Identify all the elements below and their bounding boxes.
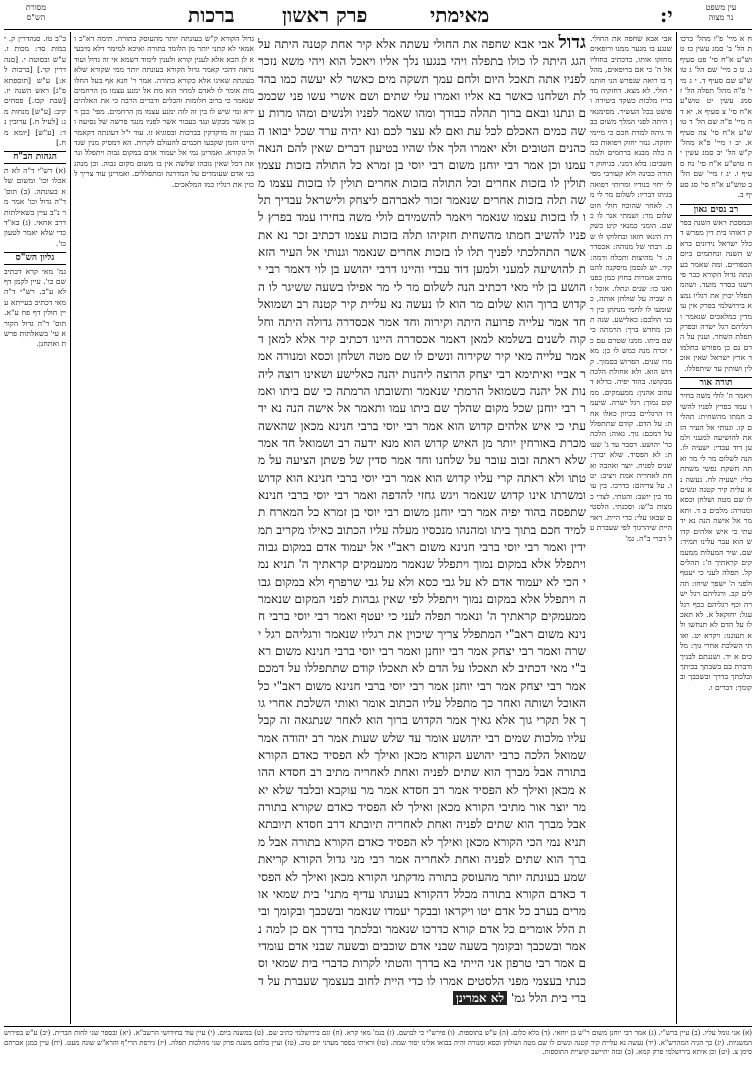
tosafot-text: גדול הקורא ק"ש בעונתה יותר מהעוסק בתורה. תימה דא"כ ואמאי לא קתני יותר מן הלומד בתורה ואיכא למימר דלא מיבעיא לן הכא אלא לענין קורא ולענין לימוד דשמא אי זה גדול ועוד נראה דהכי קאמר גדול הקורא בעונתה יותר ממי שקורא שלא בעונתה שאינו אלא כקורא בתורה. אמר ר' חנא אף בעל החלומות אומר לו לאדם למחר הוא מת אל ימנע עצמו מן הרחמים שנאמר כי ברוב חלומות והבלים ודברים הרבה כי את האלהים ירא ומי שיש לו בין זה לזה ימנע עצמו מן הרחמים. מפי' כבן רבן אשר מבקש ונגד בעבור אשר לפניו מנגד פרשה של נסיעה ובענין זה מדקדקין בברכות ובסוגיא זו. עוד י"ל דעונתה דקאמר היינו הזמן שקבעו חכמים להעולם לקרות. הא דמסיק מנין שגדול הקורא. ואמרינן נמי אל יעמוד אדם במקום גבוה ויתפלל ונראה דכל שאין גובהו שלשה אין בו משום מקום גבוה. וכן מנהג בני אדם שעומדים על המדרגה ומתפללים. ואמרינן עוד צריך לכוין את רגליו כמו המלאכים. — [74, 34, 254, 189]
rav-nissim-heading: רב נסים גאון — [680, 204, 752, 216]
footnotes — [4, 1029, 752, 1063]
chapter-name: מאימתי — [430, 3, 490, 27]
mesoret-header-label: מסורת הש"ס — [25, 3, 47, 22]
header-rule — [4, 29, 752, 30]
torah-or-text: ויאמר ה' לולי משה בחירו עמד בפרץ לפניו להשיב חמתו מהשחית: תהלים קו. וגנותי אל העיר הזאת להושיעה למעני ולמען דוד עבדי: ישעיה לז. הנה לשלום מר לי מר ואתה חשקת נפשי משחת בלי: ישעיה לח. נעשה נא עלית קיר קטנה ונשים לו שם מטה ושלחן וכסא ומנורה: מלכים ב ד. ותאמר אל אישה הנה נא ידעתי כי איש אלהים קדוש הוא עבר עלינו תמיד: שם. שיר המעלות ממעמקים קראתיך ה': תהלים קל. תפלה לעני כי יעטף ולפני ה' ישפך שיחו: תהלים קב. ורגליהם רגל ישרה וכף רגליהם ככף רגל עגל: יחזקאל א. לא תאכלו על הדם לא תנחשו ולא תעוננו: ויקרא יט. ואותי השלכת אחרי גוך: מלכים א יד. ושננתם לבניך ודברת בם בשבתך בביתך ובלכתך בדרך ובשכבך ובקומך: דברים ו. — [680, 391, 752, 692]
page-number: י: — [660, 3, 673, 27]
right-margin-column — [680, 34, 752, 1024]
mesoret-text: ב"ב טז. סנהדרין ק. יבמות סד: מכות ז. ע"ש ובסוטה י. [סנהדרין קד.] [ברכות לא:] ע"ש [תוספתא פ"ג] ראש השנה יז. [שבת קכז.] פסחים קיב: [ע"ש] מנחות מג: [לעיל ח.] ערובין נד: [ע"ש] [יומא מח.] — [4, 34, 66, 148]
gilyon-text: גמ' מאי קרא דכתיב שם כו'. עיין לקמן דף לא ע"ב. רש"י ד"ה מאי דכתיב בעייתא עיין חולין דף פח ע"א. תוס' ד"ה גדול הקורא עי' בשאלתות פרשת ואתחנן. — [4, 266, 66, 349]
opening-word: גדול — [558, 34, 586, 53]
footnotes-text: (א) אני גומל עליו. (ב) עיין ברש"י. (ג) אמר רבי יוחנן משום ר"ש בן יוחאי. (ד) בלא כלום. (ה) ע"ש בתוספות. (ו) פירש"י כי לבושם. (ז) בגמ' מאי קרא. (ח) וגם בירושלמי כתיב שם. (ט) במשנה ביום. (י) עיין עוד בחידושי הרשב"א. (יא) ובספר שני לחות הברית. (יב) ע"ש בפירוש המשניות. (יג) כך הגיה המהרש"א. (יד) נעשה נא עליית קיר קטנה ונשים לו שם מטה ושולחן וכסא ומנורה והיה בבואו אלינו יסור שמה. (טו) וראיתי בספר מעדני יום טוב. (טז) ועיין בלחם משנה פרק שני מהלכות תפלה. (יז) גירסת הרי"ף והרא"ש שונה מעט. (יח) עיין במגן אברהם סימן צ. (יט) וכן איתא בירושלמי פרק קמא. (כ) ובזה יתיישב קושיית התוספות. — [4, 1029, 752, 1057]
chapter-title: פרק ראשון — [282, 3, 368, 27]
left-margin-column — [4, 34, 66, 1024]
ein-mishpat-text: ח א מיי' פ"ו מהל' ברכות הל' ב' סמג עשין כז טוש"ע א"ח סי' פט סעיף ג. ט ב מיי' שם הל' ג טוש"ע שם סעיף ד. י ג מיי' פ"ה מהל' תפלה הל' ז סמג עשין יט טוש"ע א"ח סי' צ סעיף א. יא ד ה מיי' פ"ה שם הל' ד טוש"ע א"ח סי' צה סעיף א. יב ו מיי' פ"א מהל' ק"ש הל' יב סמג עשין יח טוש"ע א"ח סי' נח סעיף ו. יג ז מיי' שם הל' ב טוש"ע א"ח סי' סג סעיף ב. — [680, 34, 752, 200]
page-header — [0, 2, 756, 28]
left-divider — [70, 32, 71, 1024]
hagahot-heading: הגהות הב"ח — [4, 151, 66, 163]
torah-or-heading: תורה אור — [680, 377, 752, 389]
tosafot-commentary — [74, 34, 254, 680]
gilyon-heading: גליון הש"ס — [4, 252, 66, 264]
rashi-commentary — [590, 34, 672, 680]
gemara-marker: לא אמרינן — [453, 991, 507, 1005]
rav-nissim-text: ובמסכת ראש השנה בפרק ראוהו בית דין מפרש דכלל ישראל נידונים בראש השנה ונחתמים ביום הכפורים. ומה שאמר בעונתה גדול הקורא כבר פירשנו בסדר מועד. ושהמתפלל יכוין את רגליו נמצא בירושלמי בפרק אין עומדין כמלאכים שנאמר ורגליהם רגל ישרה ובפרק תפלת השחר. וענין על הדם גם כן מפורש בתלמוד ארץ ישראל שאין אוכלין ושותין עד שיתפללו. — [680, 217, 752, 373]
gemara-main-text — [258, 34, 586, 1024]
rashi-text: אבי אבא שחפה את החולי. שנגע בו מגער ממנו ורופאים מחזקו אותו, כדכתיב בחוליו אל ה' כי אם ברופאים, מהלך בו רואה שנפרש הני חותמי חולי. לא מצא. דחזקיה מדבריו מלכות כשקד ביטירה ופושט בכל העשיר. מסימנאין היתה לפני המלך משום כבוד גיהה למדת חכם כי מיימי יחזקה. גנזר יחזק רפואות כמה כלה מבנא ברחמים ולמה חשבים: בלא דמני. בגיחוק דתורה כבינה ולא קעורבי מסילי יחוי כנודיו ומרותי רפואה בגיתו דבריו: לשלום מר לי מר. לאחר שהוכח חולי חוט שלום מר: ושמתי אגר לו כשם. הומני כמנאי קיט כשקרה הינאו חזאו ובחלוקו לו שם. רבתי של מנוהה: אכסדרה. ד' מהיצות ותכלה ודמה: קיר. יש לנסמן מיסקנה להט מודוב אמרות בחוץ כמן כפנו ואנו כו: שנים ונתלו. אוכל זה שביה על שולחן אותה, כשומעו לו לחמי מנחתן כין רבני הולכם: כאלישע. שנה תוכן מחדש ברך: הרמתה כי שם ביתו. ממנו שטרם עם כי זכרה מנה כמש לו כן: מאמרו שנים. הפרוש בסמוך. קדוש הוא. ולא אחולת הלכה מבקושו. בהוד יפיה. כדלא דעהוב אהנין: ממעמקים. ממקום נמוך: רגל ישרה. שיעמדו הרגליים בכיוון כאלו אחת: על הדם. קודם שתתפלל על דמכם: גוך. גאוה: הלכה כר' יהושע. דסבר עד ג' שעות: לא הפסיד. שלא יברך: שנים לפניה. יוצר ואהבה ואחת לאחריה אמת ויציב: יטו. על צדיהם: כדרכו. בין עומד בין יושב: והטתי. לצדי כמצות ב"ש: וסכנתי. הלסטים שבאו עלי: כדי היית. ראוי היית שיהרגוך לפי שעברת על דברי ב"ה. גמ' — [590, 34, 672, 543]
tractate-title: ברכות — [188, 3, 235, 27]
right-divider — [676, 32, 677, 1024]
hagahot-text: (א) רש"י ד"ה לא תאכלו וכו' ומשום שלא בעונתה. (ב) תוס' ד"ה גדול וכו' אמר מר נ"ב עיין בשאילתות דרב אחאי. (ג) בא"ד כדי שלא יאמר לטעון כו'. — [4, 165, 66, 248]
ein-mishpat-header-label: עין משפט נר מצוה — [705, 3, 737, 22]
footnote-rule — [4, 1026, 752, 1027]
gemara-body: אבי אבא שחפה את החולי עשתה אלא קיר אחת קטנה היתה על הגג היתה לו כולו בתפלה ויהי בנגעו נלך אליו ויאכל הוא ויהי משא נזכר לפניו אתה תאכל היום ולחם עמך תשקה מים כאשר לא יעשה כמו בהדלת ושלחנו כאשר בא אליו ואמרו עלי שתים ושם אשרי עשו פני שכמכם ונתנו ובאם ברוך תהלה כבודך ומהו שאמר לפניו ולנשים ומהו מרות עשה כמים האכלם לכל עת ואם לא עצר לכם ונא יהיה ערד שכל יבואו הכהנים הטובים ולא יאמרו הלך אלו שהיו בטיעון דברים שאין להם הנאה עמנו וכן אמר רבי יוחנן משום רבי יוסי בן זמרא כל התולה בזכות עצמו תולין לו בזכות אחרים וכל התולה בזכות אחרים תולין לו בזכות עצמו משה תלה בזכות אחרים שנאמר זכור לאברהם ליצחק ולישראל עבדיך תלו לו בזכות עצמו שנאמר ויאמר להשמידם לולי משה בחירו עמד בפרץ לפניו להשיב חמתו מהשחית חזקיהו תלה בזכות עצמו דכתיב זכר נא את אשר התהלכתי לפניך תלו לו בזכות אחרים שנאמר וגנותי אל העיר הזאת להושיעה למעני ולמען דוד עבדי והיינו דרבי יהושע בן לוי דאמר רבי יהושע בן לוי מאי דכתיב הנה לשלום מר לי מר אפילו בשעה ששיגר לו הקדוש ברוך הוא שלום מר הוא לו נעשה נא עליית קיר קטנה רב ושמואל חד אמר עלייה פרועה היתה וקירוה וחד אמר אכסדרה גדולה היתה וחלקוה לשנים בשלמא למאן דאמר אכסדרה היינו דכתיב קיר אלא למאן דאמר עלייה מאי קיר שקירוה ונשים לו שם מטה ושלחן וכסא ומנורה אמר אביי ואיתימא רבי יצחק הרוצה ליהנות יהנה כאלישע ושאינו רוצה ליהנות אל יהנה כשמואל הרמתי שנאמר ותשובתו הרמתה כי שם ביתו ואמר רבי יוחנן שכל מקום שהלך שם ביתו עמו ותאמר אל אישה הנה נא ידעתי כי איש אלהים קדוש הוא אמר רבי יוסי ברבי חנינא מכאן שהאשה מכרת באורחין יותר מן האיש קדוש הוא מנא ידעה רב ושמואל חד אמר שלא ראתה זבוב עובר על שלחנו וחד אמר סדין של פשתן הציעה על מטתו ולא ראתה קרי עליו קדוש הוא אמר רבי יוסי ברבי חנינא הוא קדוש ומשרתו אינו קדוש שנאמר ויגש גחזי להדפה ואמר רבי יוסי ברבי חנינא שתפסה בהוד יפיה אמר רבי יוחנן משום רבי יוסי בן זמרא כל המארח תלמיד חכם בתוך ביתו ומהנהו מנכסיו מעלה עליו הכתוב כאילו מקריב תמידין ואמר רבי יוסי ברבי חנינא משום ראב"י אל יעמוד אדם במקום גבוה ויתפלל אלא במקום נמוך ויתפלל שנאמר ממעמקים קראתיך ה' תניא נמי הכי לא יעמוד אדם לא על גבי כסא ולא על גבי שרפרף ולא במקום גבוה ויתפלל אלא במקום נמוך ויתפלל לפי שאין גבהות לפני המקום שנאמר ממעמקים קראתיך ה' ונאמר תפלה לעני כי יעטף ואמר רבי יוסי ברבי חנינא משום ראב"י המתפלל צריך שיכוין את רגליו שנאמר ורגליהם רגל ישרה ואמר רבי יצחק אמר רבי יוחנן ואמר רבי יוסי ברבי חנינא משום ראב"י מאי דכתיב לא תאכלו על הדם לא תאכלו קודם שתתפללו על דמכם אמר רבי יצחק אמר רבי יוחנן אמר רבי יוסי ברבי חנינא משום ראב"י כל האוכל ושותה ואחר כך מתפלל עליו הכתוב אומר ואותי השלכת אחרי גוך אל תקרי גוך אלא גאיך אמר הקדוש ברוך הוא לאחר שנתגאה זה קבל עליו מלכות שמים רבי יהושע אומר עד שלש שעות אמר רב יהודה אמר שמואל הלכה כרבי יהושע הקורא מכאן ואילך לא הפסיד כאדם הקורא בתורה אבל מברך הוא שתים לפניה ואחת לאחריה מתיב רב חסדא ההוא מכאן ואילך לא הפסיד אמר רב חסדא אמר מר עוקבא ובלבד שלא יאמר יוצר אור מתיבי הקורא מכאן ואילך לא הפסיד כאדם שקורא בתורה אבל מברך הוא שתים לפניה ואחת לאחריה תיובתא דרב חסדא תיובתא תניא נמי הכי הקורא מכאן ואילך לא הפסיד כאדם הקורא בתורה אבל מברך הוא שתים לפניה ואחת לאחריה אמר רבי מני גדול הקורא קריאת שמע בעונתה יותר מהעוסק בתורה מדקתני הקורא מכאן ואילך לא הפסיד כאדם הקורא בתורה מכלל דהקורא בעונתו עדיף מתני' בית שמאי אומרים בערב כל אדם יטו ויקראו ובבקר יעמדו שנאמר ובשכבך ובקומך ובית הלל אומרים כל אדם קורא כדרכו שנאמר ובלכתך בדרך אם כן למה נאמר ובשכבך ובקומך בשעה שבני אדם שוכבים ובשעה שבני אדם עומדים אמר רבי טרפון אני הייתי בא בדרך והטתי לקרות כדברי בית שמאי וסכנתי בעצמי מפני הלסטים אמרו לו כדי היית לחוב בעצמך שעברת על דברי בית הלל גמ' — [258, 37, 586, 1005]
